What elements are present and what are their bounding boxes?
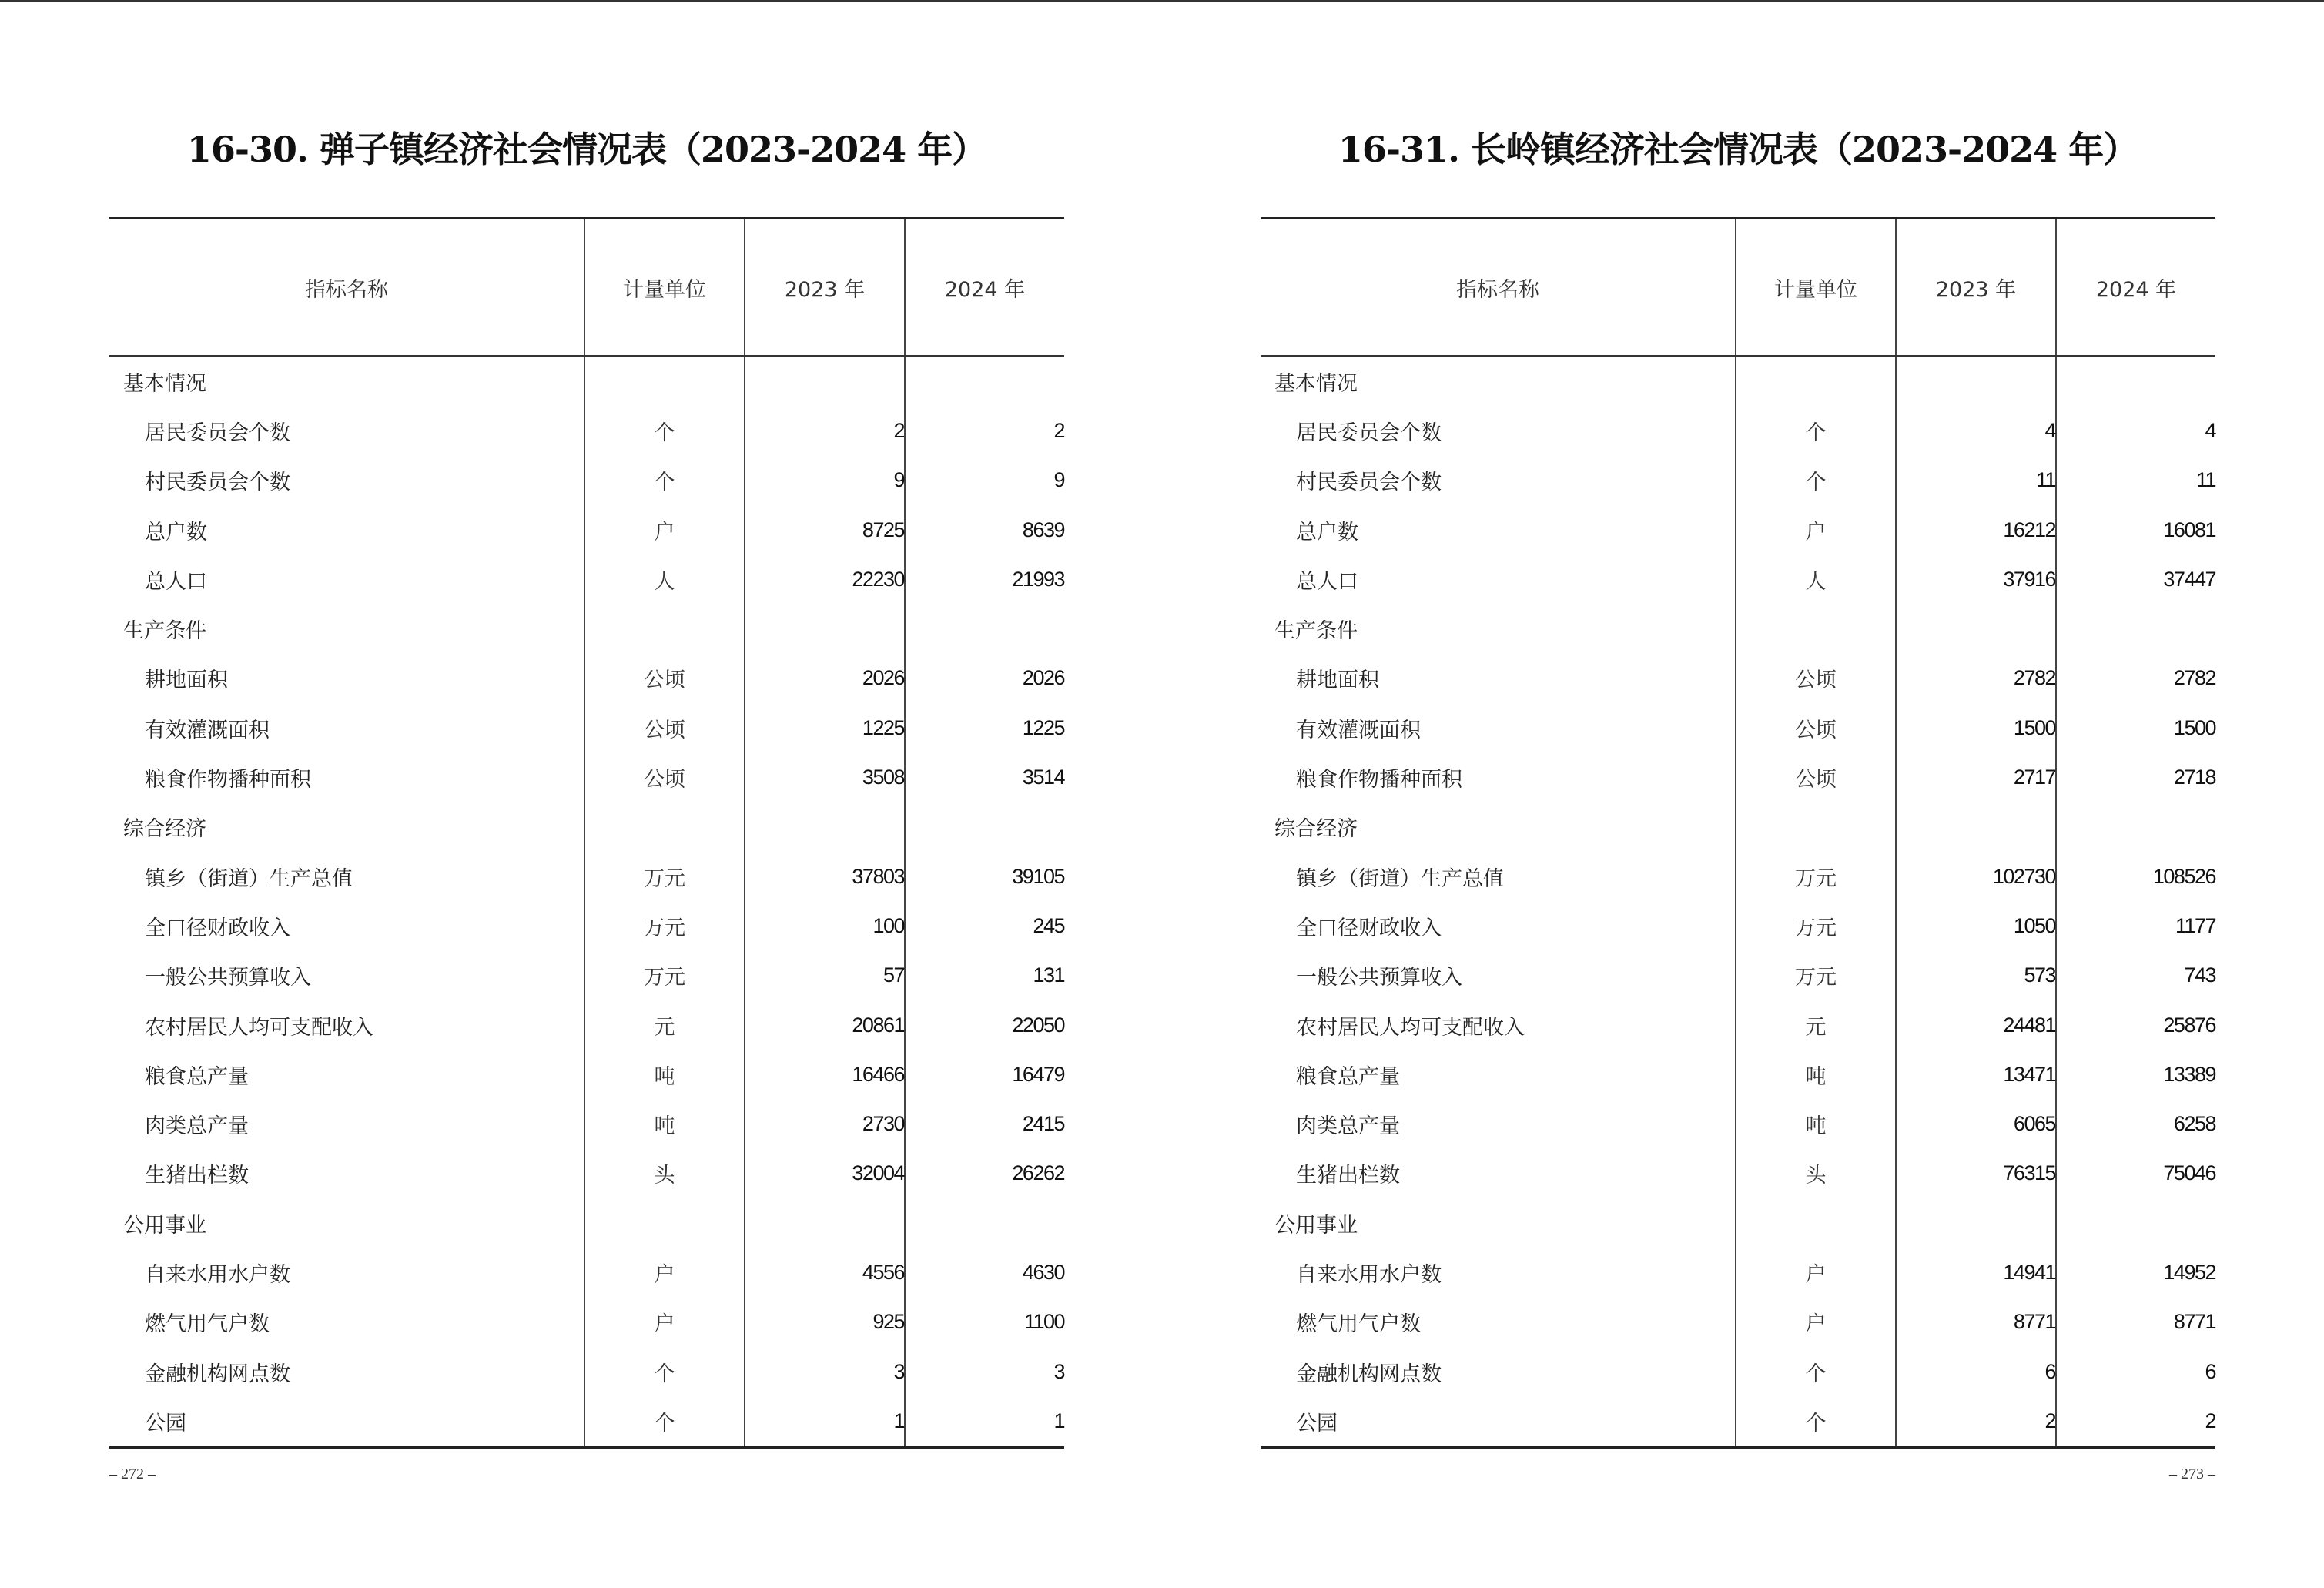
indicator-name: 燃气用气户数: [145, 1312, 270, 1336]
unit-cell: 元: [1736, 1000, 1896, 1050]
table-row: [109, 1248, 1064, 1297]
header-indicator-name: 指标名称: [109, 219, 584, 357]
section-row: [109, 604, 1064, 653]
indicator-name: 粮食总产量: [1296, 1064, 1400, 1088]
value-2024: 2415: [905, 1099, 1064, 1148]
indicator-name: 村民委员会个数: [1296, 471, 1442, 494]
unit-cell: 人: [1736, 554, 1896, 604]
table-row: [1261, 554, 2215, 604]
value-2024: 14952: [2056, 1248, 2215, 1297]
value-2023: 2026: [745, 654, 905, 703]
unit-cell: 户: [1736, 1298, 1896, 1347]
value-2024: 2718: [2056, 752, 2215, 802]
value-2023: 24481: [1896, 1000, 2056, 1050]
table-row: [1261, 406, 2215, 455]
table-row: [1261, 654, 2215, 703]
unit-cell: 万元: [584, 951, 745, 1000]
value-2024: 6258: [2056, 1099, 2215, 1148]
table-row: [1261, 1050, 2215, 1099]
value-2023: 4556: [745, 1248, 905, 1297]
indicator-name: 总人口: [145, 569, 207, 593]
table-row: [109, 1000, 1064, 1050]
value-2023: 2: [745, 406, 905, 455]
value-2024: 26262: [905, 1149, 1064, 1198]
unit-cell: 万元: [584, 852, 745, 901]
unit-cell: 人: [584, 554, 745, 604]
unit-cell: [1736, 802, 1896, 852]
value-2024: 1100: [905, 1298, 1064, 1347]
unit-cell: 个: [584, 406, 745, 455]
table-row: [1261, 1099, 2215, 1148]
value-2024: 25876: [2056, 1000, 2215, 1050]
table-row: [1261, 901, 2215, 950]
value-2024: [905, 356, 1064, 406]
header-year-2024: 2024 年: [2056, 219, 2215, 357]
indicator-name: 耕地面积: [145, 668, 228, 692]
unit-cell: 公顷: [584, 752, 745, 802]
table-row: [1261, 752, 2215, 802]
unit-cell: [584, 356, 745, 406]
table-row: [1261, 1396, 2215, 1447]
table-row: [1261, 1347, 2215, 1396]
indicator-name: 耕地面积: [1296, 668, 1379, 692]
value-2023: [1896, 604, 2056, 653]
indicator-name: 粮食总产量: [145, 1064, 249, 1088]
indicator-name: 金融机构网点数: [1296, 1362, 1442, 1385]
table-row: [109, 951, 1064, 1000]
value-2023: 1050: [1896, 901, 2056, 950]
table-row: [1261, 1149, 2215, 1198]
unit-cell: 公顷: [1736, 703, 1896, 752]
indicator-name: 农村居民人均可支配收入: [1296, 1015, 1525, 1039]
value-2024: 1225: [905, 703, 1064, 752]
value-2024: 1: [905, 1396, 1064, 1447]
indicator-name: 农村居民人均可支配收入: [145, 1015, 373, 1039]
value-2024: 16479: [905, 1050, 1064, 1099]
table-row: [1261, 456, 2215, 505]
table-row: [109, 1050, 1064, 1099]
value-2023: 57: [745, 951, 905, 1000]
value-2023: 13471: [1896, 1050, 2056, 1099]
table-row: [109, 456, 1064, 505]
table-body: [1261, 356, 2215, 1447]
value-2024: 4630: [905, 1248, 1064, 1297]
section-name: 基本情况: [123, 371, 206, 395]
unit-cell: 公顷: [584, 654, 745, 703]
unit-cell: 个: [1736, 1396, 1896, 1447]
indicator-name: 有效灌溉面积: [145, 718, 270, 742]
value-2024: 743: [2056, 951, 2215, 1000]
value-2024: 108526: [2056, 852, 2215, 901]
value-2023: 32004: [745, 1149, 905, 1198]
indicator-name: 生猪出栏数: [145, 1164, 249, 1188]
section-row: [1261, 802, 2215, 852]
section-name: 基本情况: [1274, 371, 1358, 395]
value-2023: 76315: [1896, 1149, 2056, 1198]
indicator-name: 公园: [145, 1411, 186, 1435]
table-row: [109, 1347, 1064, 1396]
unit-cell: [1736, 356, 1896, 406]
value-2023: 1: [745, 1396, 905, 1447]
section-row: [1261, 604, 2215, 653]
table-header-row: [109, 219, 1064, 357]
indicator-name: 总户数: [145, 520, 207, 544]
value-2024: 3: [905, 1347, 1064, 1396]
page-number: – 273 –: [2169, 1466, 2215, 1482]
unit-cell: 个: [584, 1396, 745, 1447]
right-page: [1261, 0, 2215, 1588]
indicator-name: 居民委员会个数: [145, 420, 290, 444]
value-2023: 37916: [1896, 554, 2056, 604]
unit-cell: [584, 802, 745, 852]
unit-cell: 吨: [584, 1050, 745, 1099]
value-2024: 1177: [2056, 901, 2215, 950]
section-row: [1261, 356, 2215, 406]
header-year-2024: 2024 年: [905, 219, 1064, 357]
unit-cell: [1736, 604, 1896, 653]
unit-cell: 个: [584, 1347, 745, 1396]
table-row: [109, 554, 1064, 604]
unit-cell: [584, 1198, 745, 1248]
value-2024: [905, 802, 1064, 852]
value-2023: 14941: [1896, 1248, 2056, 1297]
unit-cell: 万元: [1736, 951, 1896, 1000]
unit-cell: 万元: [1736, 852, 1896, 901]
value-2023: 573: [1896, 951, 2056, 1000]
indicator-name: 肉类总产量: [1296, 1114, 1400, 1138]
unit-cell: 户: [584, 1298, 745, 1347]
value-2024: 37447: [2056, 554, 2215, 604]
value-2024: 22050: [905, 1000, 1064, 1050]
value-2023: [745, 356, 905, 406]
page-title: 16-31. 长岭镇经济社会情况表（2023-2024 年）: [1338, 129, 2138, 170]
value-2023: 2730: [745, 1099, 905, 1148]
value-2024: 39105: [905, 852, 1064, 901]
value-2023: 925: [745, 1298, 905, 1347]
table-row: [1261, 1298, 2215, 1347]
indicator-name: 全口径财政收入: [1296, 916, 1442, 940]
value-2023: 6: [1896, 1347, 2056, 1396]
unit-cell: 元: [584, 1000, 745, 1050]
value-2024: 75046: [2056, 1149, 2215, 1198]
value-2023: 16212: [1896, 505, 2056, 554]
value-2023: 3: [745, 1347, 905, 1396]
indicator-name: 总户数: [1296, 520, 1358, 544]
value-2023: 9: [745, 456, 905, 505]
section-name: 生产条件: [123, 619, 206, 643]
table-row: [109, 1298, 1064, 1347]
page-title: 16-30. 弹子镇经济社会情况表（2023-2024 年）: [186, 129, 987, 170]
unit-cell: 户: [1736, 505, 1896, 554]
value-2024: 2782: [2056, 654, 2215, 703]
table-row: [109, 852, 1064, 901]
indicator-name: 公园: [1296, 1411, 1338, 1435]
table-row: [1261, 852, 2215, 901]
unit-cell: 公顷: [1736, 654, 1896, 703]
section-name: 综合经济: [1274, 817, 1358, 841]
value-2024: 3514: [905, 752, 1064, 802]
unit-cell: 吨: [1736, 1050, 1896, 1099]
indicator-name: 粮食作物播种面积: [145, 768, 311, 792]
unit-cell: 个: [1736, 406, 1896, 455]
value-2023: 8725: [745, 505, 905, 554]
value-2024: 16081: [2056, 505, 2215, 554]
section-name: 公用事业: [123, 1213, 206, 1237]
indicator-name: 生猪出栏数: [1296, 1164, 1400, 1188]
value-2023: 2782: [1896, 654, 2056, 703]
value-2024: 4: [2056, 406, 2215, 455]
value-2023: 20861: [745, 1000, 905, 1050]
indicator-name: 金融机构网点数: [145, 1362, 290, 1385]
value-2024: 6: [2056, 1347, 2215, 1396]
value-2024: 1500: [2056, 703, 2215, 752]
left-page: [109, 0, 1064, 1588]
value-2023: [745, 802, 905, 852]
indicator-name: 粮食作物播种面积: [1296, 768, 1462, 792]
unit-cell: 头: [1736, 1149, 1896, 1198]
section-row: [109, 356, 1064, 406]
table-row: [109, 1396, 1064, 1447]
unit-cell: 户: [584, 505, 745, 554]
page-number: – 272 –: [109, 1466, 156, 1482]
value-2024: 245: [905, 901, 1064, 950]
header-unit: 计量单位: [584, 219, 745, 357]
table-row: [109, 505, 1064, 554]
value-2023: 6065: [1896, 1099, 2056, 1148]
section-name: 综合经济: [123, 817, 206, 841]
value-2023: 8771: [1896, 1298, 2056, 1347]
indicator-name: 自来水用水户数: [1296, 1262, 1442, 1286]
table-row: [1261, 1000, 2215, 1050]
value-2024: 9: [905, 456, 1064, 505]
indicator-name: 全口径财政收入: [145, 916, 290, 940]
value-2024: [2056, 604, 2215, 653]
value-2023: 4: [1896, 406, 2056, 455]
indicator-name: 有效灌溉面积: [1296, 718, 1421, 742]
value-2023: 1500: [1896, 703, 2056, 752]
table-header-row: [1261, 219, 2215, 357]
value-2024: 2: [905, 406, 1064, 455]
value-2023: 16466: [745, 1050, 905, 1099]
indicator-name: 村民委员会个数: [145, 471, 290, 494]
unit-cell: [584, 604, 745, 653]
unit-cell: 吨: [1736, 1099, 1896, 1148]
indicator-name: 镇乡（街道）生产总值: [145, 866, 353, 890]
unit-cell: 万元: [584, 901, 745, 950]
stats-table: [109, 217, 1064, 1449]
value-2023: [1896, 1198, 2056, 1248]
value-2024: 2026: [905, 654, 1064, 703]
table-row: [109, 1099, 1064, 1148]
indicator-name: 居民委员会个数: [1296, 420, 1442, 444]
value-2023: [1896, 356, 2056, 406]
section-name: 生产条件: [1274, 619, 1358, 643]
table-row: [109, 901, 1064, 950]
indicator-name: 燃气用气户数: [1296, 1312, 1421, 1336]
value-2023: 100: [745, 901, 905, 950]
section-row: [109, 1198, 1064, 1248]
table-row: [109, 406, 1064, 455]
table-row: [109, 703, 1064, 752]
unit-cell: 公顷: [1736, 752, 1896, 802]
value-2024: 13389: [2056, 1050, 2215, 1099]
value-2024: 131: [905, 951, 1064, 1000]
value-2024: 8771: [2056, 1298, 2215, 1347]
value-2024: [905, 1198, 1064, 1248]
value-2023: [745, 604, 905, 653]
section-row: [1261, 1198, 2215, 1248]
value-2024: 2: [2056, 1396, 2215, 1447]
header-year-2023: 2023 年: [745, 219, 905, 357]
table-row: [1261, 1248, 2215, 1297]
value-2023: 37803: [745, 852, 905, 901]
table-row: [1261, 703, 2215, 752]
value-2024: [2056, 802, 2215, 852]
header-unit: 计量单位: [1736, 219, 1896, 357]
indicator-name: 一般公共预算收入: [1296, 966, 1462, 990]
value-2024: [2056, 356, 2215, 406]
unit-cell: 万元: [1736, 901, 1896, 950]
indicator-name: 肉类总产量: [145, 1114, 249, 1138]
value-2023: [745, 1198, 905, 1248]
table-row: [1261, 951, 2215, 1000]
stats-table: [1261, 217, 2215, 1449]
indicator-name: 一般公共预算收入: [145, 966, 311, 990]
value-2023: 2: [1896, 1396, 2056, 1447]
value-2024: 21993: [905, 554, 1064, 604]
unit-cell: 户: [584, 1248, 745, 1297]
table-body: [109, 356, 1064, 1447]
table-row: [109, 1149, 1064, 1198]
table-row: [1261, 505, 2215, 554]
unit-cell: [1736, 1198, 1896, 1248]
indicator-name: 总人口: [1296, 569, 1358, 593]
value-2023: 2717: [1896, 752, 2056, 802]
header-indicator-name: 指标名称: [1261, 219, 1736, 357]
unit-cell: 户: [1736, 1248, 1896, 1297]
table-row: [109, 654, 1064, 703]
value-2024: 11: [2056, 456, 2215, 505]
value-2023: 11: [1896, 456, 2056, 505]
value-2023: 1225: [745, 703, 905, 752]
section-row: [109, 802, 1064, 852]
value-2024: 8639: [905, 505, 1064, 554]
unit-cell: 个: [584, 456, 745, 505]
value-2023: [1896, 802, 2056, 852]
value-2024: [905, 604, 1064, 653]
unit-cell: 吨: [584, 1099, 745, 1148]
unit-cell: 个: [1736, 456, 1896, 505]
indicator-name: 镇乡（街道）生产总值: [1296, 866, 1504, 890]
unit-cell: 头: [584, 1149, 745, 1198]
unit-cell: 个: [1736, 1347, 1896, 1396]
table-row: [109, 752, 1064, 802]
value-2023: 22230: [745, 554, 905, 604]
unit-cell: 公顷: [584, 703, 745, 752]
header-year-2023: 2023 年: [1896, 219, 2056, 357]
value-2024: [2056, 1198, 2215, 1248]
value-2023: 102730: [1896, 852, 2056, 901]
indicator-name: 自来水用水户数: [145, 1262, 290, 1286]
value-2023: 3508: [745, 752, 905, 802]
section-name: 公用事业: [1274, 1213, 1358, 1237]
